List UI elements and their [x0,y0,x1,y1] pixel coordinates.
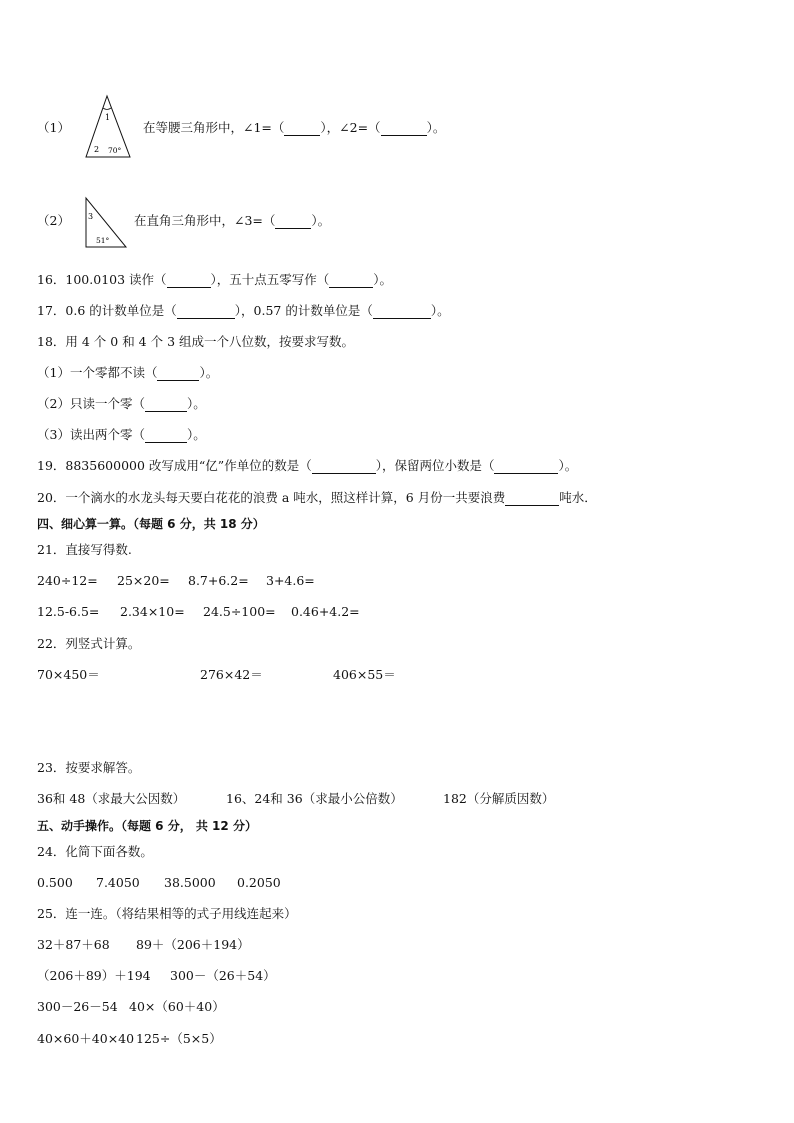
isosceles-triangle-figure [84,94,134,160]
right-triangle-figure [83,196,129,250]
angle1-label: 1 [105,113,111,122]
number-item: 0.500 [37,875,73,890]
answer-blank[interactable] [373,306,431,319]
number-item: 0.2050 [237,875,281,890]
answer-blank[interactable] [329,275,373,288]
calc-item: 2.34×10= [120,604,185,619]
expression-left[interactable]: 40×60＋40×40 [37,1031,135,1046]
angle2-label: 2 [94,145,100,154]
calc-item: 12.5-6.5= [37,604,100,619]
answer-blank[interactable] [284,123,320,136]
answer-blank[interactable] [177,306,235,319]
answer-blank[interactable] [157,368,199,381]
calc-item: 8.7+6.2= [188,573,249,588]
q17: 17．0.6 的计数单位是（ ），0.57 的计数单位是（ ）。 [37,303,450,318]
q15-part2-text: 在直角三角形中，∠3=（ ）。 [134,213,331,228]
expression-left[interactable]: （206＋89）＋194 [37,968,151,983]
calc-item: 406×55＝ [333,667,396,682]
q15-part1-label: （1） [37,120,70,135]
answer-blank[interactable] [505,493,559,506]
answer-blank[interactable] [381,123,427,136]
calc-item: 3+4.6= [266,573,315,588]
expression-right[interactable]: 300－（26＋54） [170,968,276,983]
problem-item: 182（分解质因数） [443,791,555,806]
section-5-title: 五、动手操作。（每题 6 分， 共 12 分） [37,819,257,833]
angle3-label: 3 [88,212,94,221]
answer-blank[interactable] [494,461,558,474]
problem-item: 36和 48（求最大公因数） [37,791,186,806]
calc-item: 25×20= [117,573,170,588]
angle-arc [103,108,111,110]
calc-item: 0.46+4.2= [291,604,360,619]
q20: 20．一个滴水的水龙头每天要白花花的浪费 a 吨水，照这样计算，6 月份一共要浪费 吨水． [37,490,597,505]
answer-blank[interactable] [312,461,376,474]
q22-stem: 22．列竖式计算。 [37,636,141,651]
q24-stem: 24．化简下面各数。 [37,844,153,859]
angle-70-label: 70° [108,146,122,155]
expression-right[interactable]: 40×（60＋40） [129,999,225,1014]
q15-part2-label: （2） [37,213,70,228]
expression-left[interactable]: 32＋87＋68 [37,937,110,952]
q21-stem: 21．直接写得数. [37,542,132,557]
q18-item: （1）一个零都不读（ ）。 [37,365,219,380]
q25-stem: 25．连一连。（将结果相等的式子用线连起来） [37,906,297,921]
q15-part1-text: 在等腰三角形中，∠1=（ ），∠2=（ ）。 [143,120,446,135]
calc-item: 24.5÷100= [203,604,276,619]
q16: 16．100.0103 读作（ ），五十点五零写作（ ）。 [37,272,393,287]
q23-stem: 23．按要求解答。 [37,760,141,775]
answer-blank[interactable] [145,430,187,443]
q19: 19．8835600000 改写成用“亿”作单位的数是（ ），保留两位小数是（ ）。 [37,458,578,473]
q18-item: （2）只读一个零（ ）。 [37,396,206,411]
section-4-title: 四、细心算一算。（每题 6 分，共 18 分） [37,517,265,531]
calc-item: 240÷12= [37,573,98,588]
answer-blank[interactable] [145,399,187,412]
expression-right[interactable]: 89＋（206＋194） [136,937,250,952]
number-item: 38.5000 [164,875,216,890]
q18-stem: 18．用 4 个 0 和 4 个 3 组成一个八位数，按要求写数。 [37,334,355,349]
calc-item: 276×42＝ [200,667,263,682]
expression-right[interactable]: 125÷（5×5） [136,1031,222,1046]
number-item: 7.4050 [96,875,140,890]
q18-item: （3）读出两个零（ ）。 [37,427,206,442]
answer-blank[interactable] [167,275,211,288]
expression-left[interactable]: 300－26－54 [37,999,118,1014]
answer-blank[interactable] [275,216,311,229]
calc-item: 70×450＝ [37,667,100,682]
angle-51-label: 51° [96,236,110,245]
problem-item: 16、24和 36（求最小公倍数） [226,791,403,806]
